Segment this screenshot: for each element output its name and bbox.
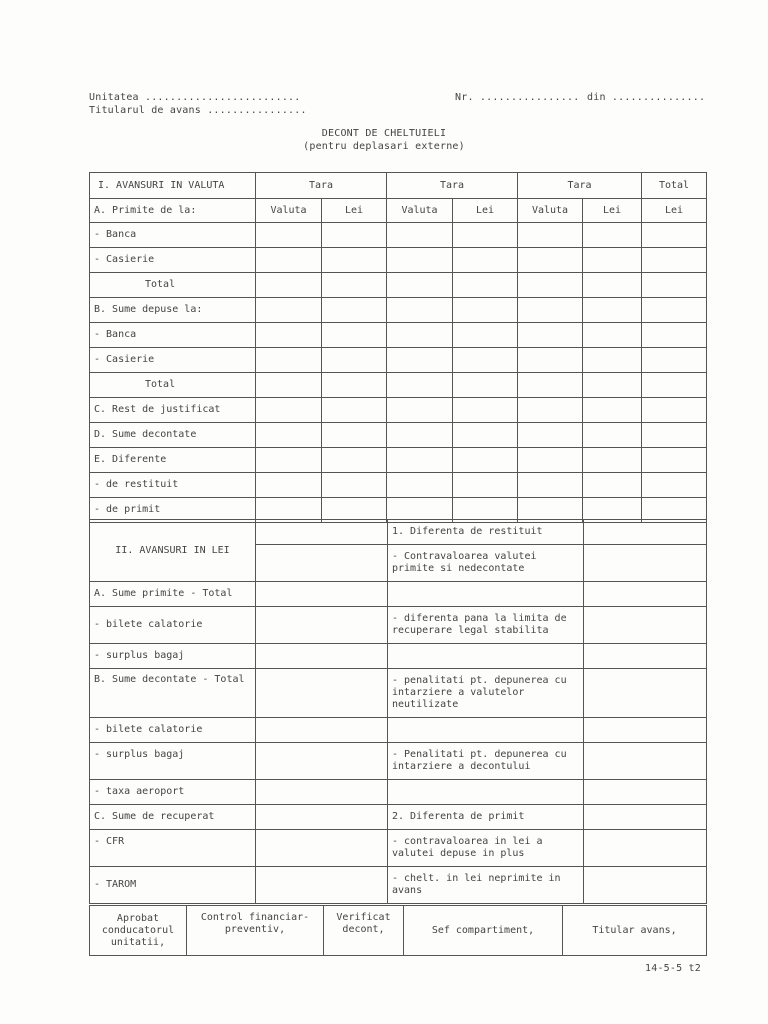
signatures-table	[89, 905, 707, 956]
amount-cell[interactable]	[453, 423, 518, 448]
table-row	[90, 473, 707, 498]
din-line: din ...............	[587, 92, 706, 103]
table-row	[90, 743, 707, 780]
lei-col-header: Lei	[322, 199, 387, 223]
total-header: Total	[642, 173, 707, 199]
row-label: - chelt. in lei neprimite in avans	[388, 867, 584, 904]
amount-cell[interactable]	[256, 398, 322, 423]
row-label: - de primit	[90, 498, 256, 523]
amount-cell[interactable]	[387, 473, 453, 498]
amount-cell[interactable]	[583, 323, 642, 348]
row-label: - Penalitati pt. depunerea cu intarziere a decontului	[388, 743, 584, 780]
amount-cell[interactable]	[518, 348, 583, 373]
empty-cell	[388, 644, 584, 669]
amount-cell[interactable]	[387, 298, 453, 323]
row-label: - de restituit	[90, 473, 256, 498]
row-label: - penalitati pt. depunerea cu intarziere a valutelor neutilizate	[388, 669, 584, 718]
amount-cell[interactable]	[256, 520, 388, 545]
amount-cell[interactable]	[387, 273, 453, 298]
signatures-row	[90, 906, 707, 956]
row-label: C. Sume de recuperat	[90, 805, 256, 830]
valuta-col-header: Valuta	[256, 199, 322, 223]
table-row	[90, 582, 707, 607]
amount-cell[interactable]	[322, 223, 387, 248]
tara-header: Tara	[256, 173, 387, 199]
amount-cell[interactable]	[322, 323, 387, 348]
amount-cell[interactable]	[322, 298, 387, 323]
amount-cell[interactable]	[453, 448, 518, 473]
valuta-col-header: Valuta	[518, 199, 583, 223]
amount-cell[interactable]	[642, 473, 707, 498]
amount-cell[interactable]	[642, 373, 707, 398]
amount-cell[interactable]	[256, 607, 388, 644]
amount-cell[interactable]	[256, 323, 322, 348]
row-label: - CFR	[90, 830, 256, 867]
amount-cell[interactable]	[584, 805, 707, 830]
amount-cell[interactable]	[256, 223, 322, 248]
amount-cell[interactable]	[322, 423, 387, 448]
tara-header: Tara	[518, 173, 642, 199]
row-label: - Contravaloarea valutei primite si nedecontate	[388, 545, 584, 582]
row-label: - taxa aeroport	[90, 780, 256, 805]
amount-cell[interactable]	[387, 423, 453, 448]
amount-cell[interactable]	[256, 373, 322, 398]
amount-cell[interactable]	[584, 743, 707, 780]
valuta-header-row	[90, 173, 707, 199]
amount-cell[interactable]	[256, 644, 388, 669]
signature-aprobat[interactable]: Aprobat conducatorul unitatii,	[90, 906, 187, 956]
amount-cell[interactable]	[583, 373, 642, 398]
amount-cell[interactable]	[583, 248, 642, 273]
row-label: 2. Diferenta de primit	[388, 805, 584, 830]
signature-control-financiar[interactable]: Control financiar-preventiv,	[187, 906, 324, 956]
amount-cell[interactable]	[453, 223, 518, 248]
amount-cell[interactable]	[583, 423, 642, 448]
document-subtitle: (pentru deplasari externe)	[303, 141, 465, 152]
amount-cell[interactable]	[642, 348, 707, 373]
amount-cell[interactable]	[642, 423, 707, 448]
table-row	[90, 644, 707, 669]
amount-cell[interactable]	[583, 348, 642, 373]
amount-cell[interactable]	[584, 582, 707, 607]
amount-cell[interactable]	[453, 273, 518, 298]
amount-cell[interactable]	[256, 830, 388, 867]
valuta-subheader-row	[90, 199, 707, 223]
table-row	[90, 373, 707, 398]
table-row	[90, 273, 707, 298]
amount-cell[interactable]	[322, 373, 387, 398]
row-label: - contravaloarea in lei a valutei depuse in plus	[388, 830, 584, 867]
amount-cell[interactable]	[256, 298, 322, 323]
row-label: - surplus bagaj	[90, 644, 256, 669]
table-row	[90, 398, 707, 423]
unitatea-line: Unitatea .........................	[89, 92, 301, 103]
amount-cell[interactable]	[583, 273, 642, 298]
valuta-table	[89, 172, 707, 523]
amount-cell[interactable]	[642, 223, 707, 248]
amount-cell[interactable]	[518, 373, 583, 398]
table-row	[90, 718, 707, 743]
amount-cell[interactable]	[387, 223, 453, 248]
amount-cell[interactable]	[453, 398, 518, 423]
row-label: - bilete calatorie	[90, 607, 256, 644]
row-label: 1. Diferenta de restituit	[388, 520, 584, 545]
row-label: A. Sume primite - Total	[90, 582, 256, 607]
amount-cell[interactable]	[322, 473, 387, 498]
titular-avans-line: Titularul de avans ................	[89, 105, 307, 116]
amount-cell[interactable]	[322, 348, 387, 373]
row-label: - Casierie	[90, 248, 256, 273]
table-row	[90, 780, 707, 805]
amount-cell[interactable]	[518, 248, 583, 273]
amount-cell[interactable]	[584, 644, 707, 669]
amount-cell[interactable]	[387, 448, 453, 473]
amount-cell[interactable]	[584, 867, 707, 904]
row-label: - Casierie	[90, 348, 256, 373]
amount-cell[interactable]	[584, 520, 707, 545]
empty-cell	[388, 780, 584, 805]
nr-line: Nr. ................	[455, 92, 580, 103]
amount-cell[interactable]	[256, 669, 388, 718]
amount-cell[interactable]	[256, 473, 322, 498]
amount-cell[interactable]	[583, 473, 642, 498]
table-row	[90, 520, 707, 545]
lei-table	[89, 519, 707, 904]
amount-cell[interactable]	[322, 398, 387, 423]
row-label: D. Sume decontate	[90, 423, 256, 448]
row-label: Total	[90, 273, 256, 298]
row-label: E. Diferente	[90, 448, 256, 473]
amount-cell[interactable]	[387, 373, 453, 398]
lei-col-header: Lei	[453, 199, 518, 223]
tara-header: Tara	[387, 173, 518, 199]
amount-cell[interactable]	[642, 448, 707, 473]
amount-cell[interactable]	[256, 718, 388, 743]
amount-cell[interactable]	[584, 669, 707, 718]
amount-cell[interactable]	[518, 423, 583, 448]
amount-cell[interactable]	[518, 448, 583, 473]
amount-cell[interactable]	[256, 248, 322, 273]
amount-cell[interactable]	[256, 348, 322, 373]
row-label: B. Sume depuse la:	[90, 298, 256, 323]
amount-cell[interactable]	[518, 273, 583, 298]
amount-cell[interactable]	[584, 718, 707, 743]
amount-cell[interactable]	[518, 298, 583, 323]
amount-cell[interactable]	[584, 780, 707, 805]
amount-cell[interactable]	[256, 545, 388, 582]
amount-cell[interactable]	[583, 223, 642, 248]
amount-cell[interactable]	[322, 448, 387, 473]
lei-col-header: Lei	[642, 199, 707, 223]
amount-cell[interactable]	[584, 830, 707, 867]
empty-cell	[388, 582, 584, 607]
amount-cell[interactable]	[387, 348, 453, 373]
amount-cell[interactable]	[584, 545, 707, 582]
signature-verificat[interactable]: Verificat decont,	[324, 906, 404, 956]
section2-heading: II. AVANSURI IN LEI	[90, 520, 256, 582]
amount-cell[interactable]	[256, 423, 322, 448]
amount-cell[interactable]	[256, 743, 388, 780]
amount-cell[interactable]	[453, 298, 518, 323]
table-row	[90, 423, 707, 448]
table-row	[90, 607, 707, 644]
amount-cell[interactable]	[642, 248, 707, 273]
amount-cell[interactable]	[518, 473, 583, 498]
amount-cell[interactable]	[256, 867, 388, 904]
amount-cell[interactable]	[387, 323, 453, 348]
lei-col-header: Lei	[583, 199, 642, 223]
signature-sef-compartiment[interactable]: Sef compartiment,	[404, 906, 563, 956]
amount-cell[interactable]	[583, 448, 642, 473]
table-row	[90, 830, 707, 867]
amount-cell[interactable]	[584, 607, 707, 644]
amount-cell[interactable]	[518, 398, 583, 423]
amount-cell[interactable]	[387, 248, 453, 273]
row-label: B. Sume decontate - Total	[90, 669, 256, 718]
empty-cell	[388, 718, 584, 743]
amount-cell[interactable]	[453, 248, 518, 273]
section1-heading: I. AVANSURI IN VALUTA	[90, 173, 256, 199]
amount-cell[interactable]	[453, 348, 518, 373]
amount-cell[interactable]	[256, 780, 388, 805]
amount-cell[interactable]	[453, 473, 518, 498]
amount-cell[interactable]	[642, 273, 707, 298]
amount-cell[interactable]	[642, 323, 707, 348]
row-label: C. Rest de justificat	[90, 398, 256, 423]
amount-cell[interactable]	[453, 373, 518, 398]
valuta-col-header: Valuta	[387, 199, 453, 223]
table-row	[90, 448, 707, 473]
row-label: - diferenta pana la limita de recuperare legal stabilita	[388, 607, 584, 644]
amount-cell[interactable]	[256, 582, 388, 607]
amount-cell[interactable]	[453, 323, 518, 348]
amount-cell[interactable]	[256, 273, 322, 298]
amount-cell[interactable]	[583, 398, 642, 423]
table-row	[90, 323, 707, 348]
amount-cell[interactable]	[322, 248, 387, 273]
amount-cell[interactable]	[642, 398, 707, 423]
table-row	[90, 348, 707, 373]
row-label: Total	[90, 373, 256, 398]
row-label: - surplus bagaj	[90, 743, 256, 780]
signature-titular-avans[interactable]: Titular avans,	[563, 906, 707, 956]
amount-cell[interactable]	[642, 298, 707, 323]
amount-cell[interactable]	[387, 398, 453, 423]
table-row	[90, 805, 707, 830]
table-row	[90, 223, 707, 248]
row-label: - Banca	[90, 323, 256, 348]
amount-cell[interactable]	[256, 448, 322, 473]
row-label: - TAROM	[90, 867, 256, 904]
amount-cell[interactable]	[583, 298, 642, 323]
table-row	[90, 248, 707, 273]
primite-de-la-label: A. Primite de la:	[90, 199, 256, 223]
amount-cell[interactable]	[518, 223, 583, 248]
amount-cell[interactable]	[518, 323, 583, 348]
table-row	[90, 867, 707, 904]
table-row	[90, 669, 707, 718]
row-label: - bilete calatorie	[90, 718, 256, 743]
table-row	[90, 298, 707, 323]
form-code: 14-5-5 t2	[645, 963, 701, 974]
amount-cell[interactable]	[322, 273, 387, 298]
document-title: DECONT DE CHELTUIELI	[321, 128, 447, 139]
row-label: - Banca	[90, 223, 256, 248]
amount-cell[interactable]	[256, 805, 388, 830]
